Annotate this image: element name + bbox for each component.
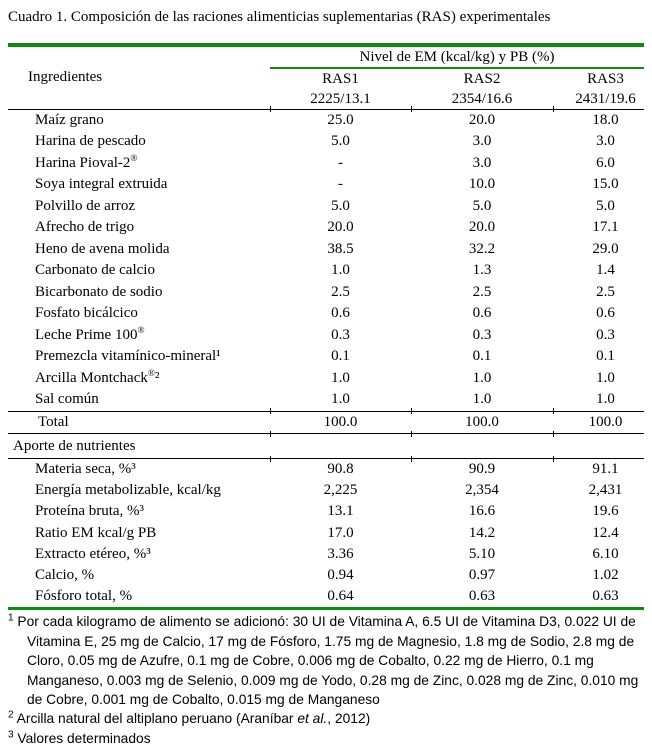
value-ras3: 91.1 bbox=[592, 461, 619, 477]
table-row bbox=[8, 523, 644, 544]
value-ras2: 0.3 bbox=[472, 326, 492, 343]
nutrient-name: Energía metabolizable, kcal/kg bbox=[35, 482, 221, 499]
total-ras1: 100.0 bbox=[323, 413, 358, 430]
ingredient-name: Polvillo de arroz bbox=[35, 197, 135, 214]
divider-header bbox=[8, 109, 644, 110]
total-ras3: 100.0 bbox=[588, 413, 623, 430]
value-ras3: 19.6 bbox=[592, 503, 619, 520]
value-ras3: 17.1 bbox=[592, 219, 619, 235]
value-ras2: 0.6 bbox=[472, 305, 492, 321]
value-ras2: 16.6 bbox=[468, 503, 496, 520]
value-ras1: - bbox=[338, 176, 343, 192]
table-row bbox=[8, 586, 644, 607]
value-ras1: 38.5 bbox=[327, 240, 354, 257]
ingredient-name: Maíz grano bbox=[35, 111, 104, 128]
ingredient-name: Heno de avena molida bbox=[35, 240, 170, 257]
footnote bbox=[8, 729, 648, 746]
section-header-row: Aporte de nutrientes bbox=[13, 438, 136, 454]
ingredient-name: Harina de pescado bbox=[35, 133, 146, 149]
value-ras3: 29.0 bbox=[592, 240, 619, 257]
divider-pre-total bbox=[8, 411, 644, 412]
footnote-marker: 1 bbox=[8, 612, 14, 624]
divider-post-total bbox=[8, 433, 644, 434]
table-row bbox=[8, 459, 644, 480]
value-ras1: 20.0 bbox=[327, 219, 354, 235]
table-row bbox=[8, 153, 644, 175]
table-row bbox=[8, 174, 644, 196]
value-ras2: 10.0 bbox=[468, 176, 496, 192]
column-group bbox=[270, 47, 644, 109]
value-ras1: 5.0 bbox=[331, 197, 350, 214]
value-ras1: 1.0 bbox=[331, 391, 350, 407]
value-ras3: 2.5 bbox=[596, 283, 615, 300]
value-ras1: 2,225 bbox=[323, 482, 358, 499]
value-ras2: 3.0 bbox=[472, 154, 492, 171]
column-tick bbox=[411, 456, 412, 462]
ingredient-name: Harina Pioval-2® bbox=[35, 153, 138, 171]
value-ras1: 0.1 bbox=[331, 348, 350, 364]
footnote bbox=[8, 709, 648, 728]
value-ras3: 0.6 bbox=[596, 305, 615, 321]
value-ras2: 1.3 bbox=[472, 262, 492, 278]
table-row bbox=[8, 346, 644, 368]
value-ras3: 0.3 bbox=[596, 326, 615, 343]
value-ras2: 0.1 bbox=[472, 348, 492, 364]
table-row bbox=[8, 110, 644, 132]
value-ras3: 1.02 bbox=[592, 566, 619, 583]
table-row bbox=[8, 217, 644, 239]
footnote bbox=[8, 612, 648, 709]
table-header bbox=[8, 47, 644, 109]
column-tick bbox=[553, 106, 554, 112]
value-ras1: 0.6 bbox=[331, 305, 350, 321]
ingredient-name: Carbonato de calcio bbox=[35, 262, 155, 278]
column-tick bbox=[411, 431, 412, 437]
nutrient-name: Materia seca, %³ bbox=[35, 461, 136, 477]
column-tick bbox=[553, 408, 554, 414]
value-ras3: 5.0 bbox=[596, 197, 615, 214]
table-row bbox=[8, 325, 644, 347]
table-row bbox=[8, 131, 644, 153]
ingredient-rows bbox=[8, 110, 644, 411]
column-header bbox=[270, 69, 411, 109]
column-tick bbox=[270, 408, 271, 414]
value-ras2: 2.5 bbox=[472, 283, 492, 300]
value-ras2: 5.10 bbox=[468, 545, 496, 562]
ingredient-name: Leche Prime 100® bbox=[35, 325, 145, 343]
column-level: 2354/16.6 bbox=[451, 90, 513, 107]
value-ras1: 1.0 bbox=[331, 369, 350, 386]
column-header bbox=[553, 69, 644, 109]
column-tick bbox=[553, 456, 554, 462]
nutrient-rows bbox=[8, 459, 644, 607]
value-ras2: 90.9 bbox=[468, 461, 496, 477]
column-tick bbox=[553, 431, 554, 437]
total-label: Total bbox=[38, 413, 69, 430]
value-ras2: 20.0 bbox=[468, 219, 496, 235]
value-ras1: 25.0 bbox=[327, 111, 354, 128]
value-ras1: - bbox=[338, 154, 343, 171]
column-header bbox=[411, 69, 553, 109]
nutrient-name: Ratio EM kcal/g PB bbox=[35, 524, 157, 541]
value-ras2: 14.2 bbox=[468, 524, 496, 541]
divider-post-section bbox=[8, 458, 644, 459]
column-tick bbox=[411, 106, 412, 112]
column-name: RAS2 bbox=[463, 70, 501, 87]
column-headers bbox=[270, 69, 644, 109]
ingredient-name: Afrecho de trigo bbox=[35, 219, 135, 235]
ingredient-name: Fosfato bicálcico bbox=[35, 305, 138, 321]
value-ras1: 2.5 bbox=[331, 283, 350, 300]
column-group-header: Nivel de EM (kcal/kg) y PB (%) bbox=[270, 47, 644, 69]
ingredient-name: Arcilla Montchack®² bbox=[35, 368, 160, 386]
footnote-text: Por cada kilogramo de alimento se adicionó: 30 UI de Vitamina A, 6.5 UI de Vitamina D3, 0.022 UI de Vitamina E, 25 mg de Calcio, 17 mg de Fósforo, 1.75 mg de Magnesio, 1.8 mg de Sodio, 2.8 mg de Cloro, 0.05 mg de Azufre, 0.1 mg de Cobre, 0.006 mg de Cobalto, 0.22 mg de Hierro, 0.1 mg Manganeso, 0.003 mg de Selenio, 0.009 mg de Yodo, 0.28 mg de Zinc, 0.028 mg de Zinc, 0.010 mg de Cobre, 0.001 mg de Cobalto, 0.015 mg de Manganeso bbox=[17, 614, 639, 707]
value-ras1: 90.8 bbox=[327, 461, 354, 477]
column-tick bbox=[270, 456, 271, 462]
column-tick bbox=[411, 408, 412, 414]
value-ras3: 1.0 bbox=[596, 391, 615, 407]
value-ras2: 0.63 bbox=[468, 588, 496, 605]
table-row bbox=[8, 544, 644, 565]
value-ras2: 2,354 bbox=[465, 482, 499, 499]
value-ras1: 3.36 bbox=[327, 545, 354, 562]
value-ras2: 20.0 bbox=[468, 111, 496, 128]
value-ras1: 13.1 bbox=[327, 503, 354, 520]
nutrient-name: Extracto etéreo, %³ bbox=[35, 545, 151, 562]
table-row bbox=[8, 303, 644, 325]
table-row bbox=[8, 282, 644, 304]
composition-table bbox=[8, 43, 644, 610]
ingredient-name: Sal común bbox=[35, 391, 99, 407]
value-ras2: 1.0 bbox=[472, 369, 492, 386]
column-tick bbox=[270, 106, 271, 112]
column-level: 2225/13.1 bbox=[310, 90, 371, 107]
value-ras2: 32.2 bbox=[468, 240, 496, 257]
value-ras1: 1.0 bbox=[331, 262, 350, 278]
value-ras3: 3.0 bbox=[596, 133, 615, 149]
value-ras1: 0.94 bbox=[327, 566, 354, 583]
value-ras3: 0.1 bbox=[596, 348, 615, 364]
footnote-text: Arcilla natural del altiplano peruano (Araníbar et al., 2012) bbox=[16, 711, 371, 727]
value-ras3: 15.0 bbox=[592, 176, 619, 192]
total-row bbox=[8, 412, 644, 434]
footnotes bbox=[8, 612, 648, 746]
footnote-marker: 2 bbox=[8, 709, 14, 721]
table-row bbox=[8, 565, 644, 586]
footnote-text: Valores determinados bbox=[17, 730, 151, 746]
ingredient-name: Soya integral extruida bbox=[35, 176, 168, 192]
table-caption: Cuadro 1. Composición de las raciones alimenticias suplementarias (RAS) experimentales bbox=[8, 9, 551, 25]
column-name: RAS1 bbox=[322, 70, 359, 87]
column-name: RAS3 bbox=[587, 70, 624, 87]
value-ras3: 2,431 bbox=[588, 482, 623, 499]
value-ras1: 17.0 bbox=[327, 524, 354, 541]
value-ras3: 1.0 bbox=[596, 369, 615, 386]
value-ras2: 0.97 bbox=[468, 566, 496, 583]
table-row bbox=[8, 480, 644, 501]
nutrient-name: Proteína bruta, %³ bbox=[35, 503, 145, 520]
table-row bbox=[8, 239, 644, 261]
value-ras2: 5.0 bbox=[472, 197, 492, 214]
value-ras1: 0.64 bbox=[327, 588, 354, 605]
value-ras3: 6.10 bbox=[592, 545, 619, 562]
table-row bbox=[8, 368, 644, 390]
value-ras2: 1.0 bbox=[472, 391, 492, 407]
value-ras3: 0.63 bbox=[592, 588, 619, 605]
column-header-ingredientes: Ingredientes bbox=[28, 69, 103, 85]
table-bottom-rule bbox=[8, 607, 644, 610]
table-row bbox=[8, 501, 644, 522]
nutrient-name: Fósforo total, % bbox=[35, 588, 133, 605]
footnote-marker: 3 bbox=[8, 729, 14, 741]
value-ras3: 12.4 bbox=[592, 524, 619, 541]
value-ras3: 18.0 bbox=[592, 111, 619, 128]
ingredient-name: Premezcla vitamínico-mineral¹ bbox=[35, 348, 221, 364]
value-ras1: 0.3 bbox=[331, 326, 350, 343]
value-ras3: 6.0 bbox=[596, 154, 615, 171]
value-ras1: 5.0 bbox=[331, 133, 350, 149]
nutrient-name: Calcio, % bbox=[35, 566, 95, 583]
total-ras2: 100.0 bbox=[465, 413, 499, 430]
value-ras2: 3.0 bbox=[472, 133, 492, 149]
table-row bbox=[8, 389, 644, 411]
ingredient-name: Bicarbonato de sodio bbox=[35, 283, 163, 300]
value-ras3: 1.4 bbox=[596, 262, 615, 278]
table-row bbox=[8, 196, 644, 218]
column-level: 2431/19.6 bbox=[575, 90, 636, 107]
column-tick bbox=[270, 431, 271, 437]
table-row bbox=[8, 260, 644, 282]
